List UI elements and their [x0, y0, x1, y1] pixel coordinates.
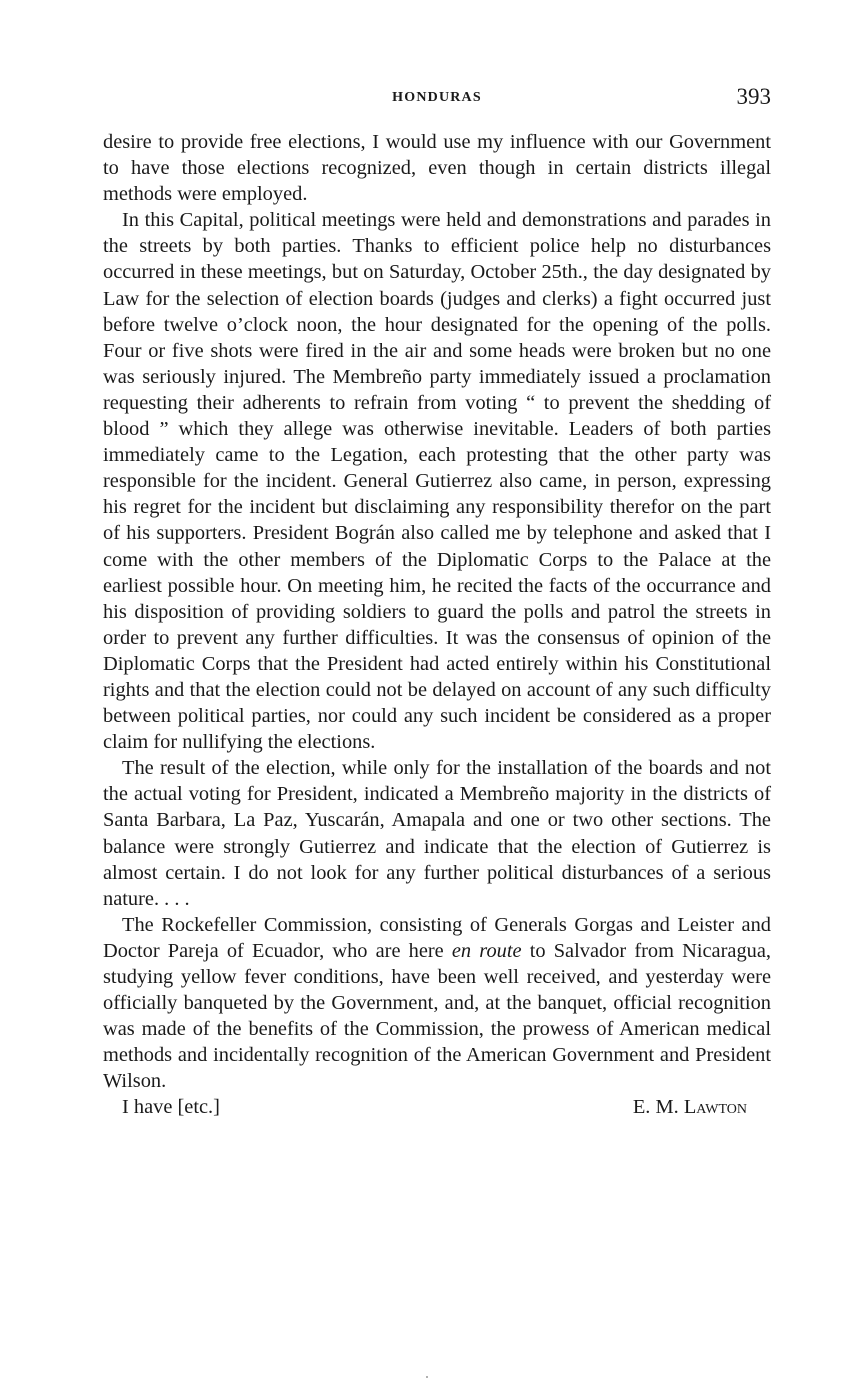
running-head: HONDURAS [392, 90, 482, 105]
complimentary-close: I have [etc.] [122, 1096, 220, 1119]
paragraph-political-meetings: In this Capital, political meetings were held and demonstrations and parades in the streets by both parties. Thanks to efficient police help no disturbances occurred in these meetings, but on Saturday, October 25th., the day designated by Law for the selection of election boards (judges and clerks) a fight occurred just before twelve o’clock noon, the hour designated for the opening of the polls. Four or five shots were fired in the air and some heads were broken but no one was seriously injured. The Membreño party immediately issued a proclamation requesting their adherents to refrain from voting “ to prevent the shedding of blood ” which they allege was otherwise inevitable. Leaders of both parties immediately came to the Legation, each protesting that the other party was responsible for the incident. General Gutierrez also came, in person, expressing his regret for the incident but disclaiming any responsibility therefor on the part of his supporters. President Bográn also called me by telephone and asked that I come with the other members of the Diplomatic Corps to the Palace at the earliest possible hour. On meeting him, he recited the facts of the occurrance and his disposition of providing soldiers to guard the polls and patrol the streets in order to prevent any further difficulties. It was the consensus of opinion of the Diplomatic Corps that the President had acted entirely within his Constitutional rights and that the election could not be delayed on account of any such difficulty between political parties, nor could any such incident be considered as a proper claim for nullifying the elections. [103, 209, 771, 754]
paragraph-election-result: The result of the election, while only for the installation of the boards and not the actual voting for President, indicated a Membreño majority in the districts of Santa Barbara, La Paz, Yuscarán, Amapala and one or two other sections. The balance were strongly Gutierrez and indicate that the election of Gutierrez is almost certain. I do not look for any further political disturbances of a serious nature. . . . [103, 757, 771, 910]
italic-phrase: en route [451, 939, 522, 962]
paragraph-continuation: desire to provide free elections, I would use my influence with our Government to have those elections recognized, even though in certain districts illegal methods were employed. [103, 131, 771, 206]
document-page [103, 84, 771, 1120]
page-header [103, 84, 771, 120]
paragraph-rockefeller-commission [103, 912, 771, 1095]
page-speck [426, 1376, 428, 1378]
signature: E. M. Lawton [632, 1096, 747, 1119]
paragraph-text-part: to Salvador from Nicaragua, studying yellow fever conditions, have been well received, and yesterday were officially banqueted by the Government, and, at the banquet, official recognition was made of the benefits of the Commission, the prowess of American medical methods and incidentally recognition of the American Government and President Wilson. [103, 939, 771, 1093]
body-text [103, 129, 771, 1094]
page-number: 393 [736, 84, 771, 109]
paragraph-text-part: The Rockefeller Commission, consisting of Generals Gorgas and Leister and Doctor Pareja of Ecuador, who are here [103, 913, 771, 962]
letter-closing [103, 1094, 771, 1120]
